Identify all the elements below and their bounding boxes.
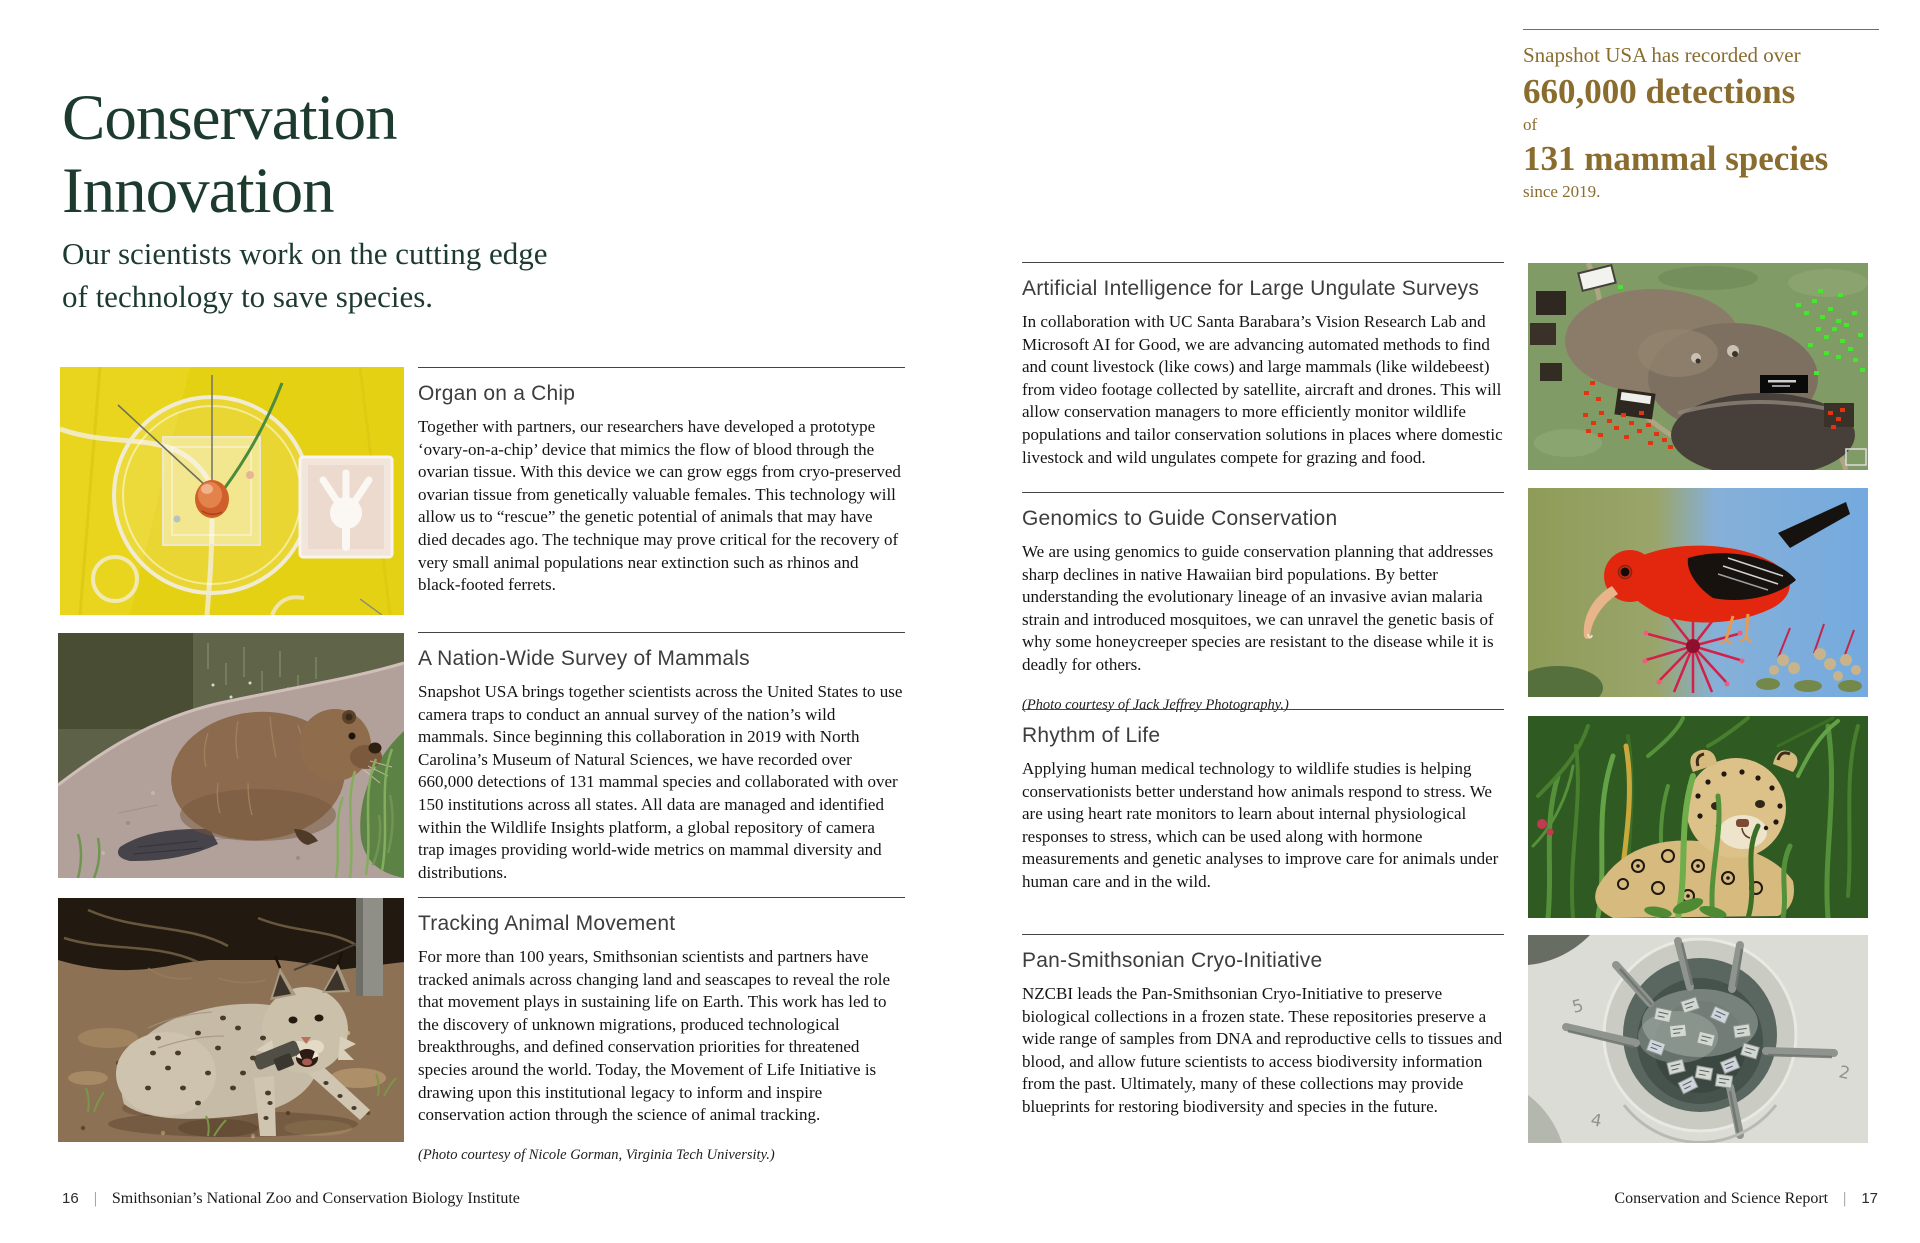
page-subtitle-line2: of technology to save species.: [62, 279, 434, 314]
cryo-rim-number-2: 2: [1836, 1062, 1852, 1085]
section-body: NZCBI leads the Pan-Smithsonian Cryo-Initiative to preserve biological collections in a frozen state. These repositories preserve a wide range of samples from DNA and reproductive cells to tissues and blood, and allow future scientists to access biodiversity information from the past. Ultimately, many of these collections may provide blueprints for restoring biodiversity and species in the future.: [1022, 984, 1503, 1116]
page-title-line1: Conservation: [62, 81, 397, 154]
section-body: Snapshot USA brings together scientists across the United States to use camera traps to conduct an annual survey of the nation’s wild mammals. Since beginning this collaboration in 2019 with North Carolina’s Museum of Natural Sciences, we have recorded over 660,000 detections of 131 mammal species and collaborated with over 150 institutions across all states. All data are managed and identified within the Wildlife Insights platform, a global repository of camera trap images providing world-wide metrics on mammal diversity and distributions.: [418, 682, 903, 882]
stat-species: 131 mammal species: [1523, 139, 1829, 178]
section-body: For more than 100 years, Smithsonian scientists and partners have tracked animals across changing land and seascapes to reveal the role that movement plays in sustaining life on Earth. This work has led to the discovery of unknown migrations, produced technological breakthroughs, and defined conservation priorities for threatened species around the world. Today, the Movement of Life Initiative is drawing upon this institutional legacy to inform and inspire conservation action through the science of animal tracking.: [418, 947, 891, 1125]
stat-callout: [1523, 29, 1879, 202]
aerial-ai-survey-photo: [1528, 263, 1868, 470]
stat-suffix: since 2019.: [1523, 182, 1601, 201]
footer-text: Conservation and Science Report: [1614, 1190, 1829, 1207]
stat-intro: Snapshot USA has recorded over: [1523, 43, 1801, 67]
section-rhythm-of-life: [1022, 709, 1504, 894]
honeycreeper-photo: [1528, 488, 1868, 697]
page-number: 16: [62, 1190, 79, 1207]
bobcat-photo: [58, 898, 404, 1142]
section-heading: Rhythm of Life: [1022, 724, 1161, 747]
photo-credit: (Photo courtesy of Jack Jeffrey Photography.): [1022, 696, 1289, 713]
section-organ-on-a-chip: [418, 367, 905, 597]
section-rule: [418, 367, 905, 368]
footer-separator: |: [1843, 1190, 1847, 1207]
footer-right: [1614, 1190, 1878, 1208]
page-subtitle: [62, 232, 548, 318]
section-genomics: [1022, 492, 1504, 714]
section-body: We are using genomics to guide conservation planning that addresses sharp declines in native Hawaiian bird populations. By better understanding the evolutionary lineage of an invasive avian malaria strain and introduced mosquitoes, we can unravel the genetic basis of why some honeycreeper species are resistant to the disease while it is deadly for others.: [1022, 542, 1494, 674]
section-heading: Organ on a Chip: [418, 382, 576, 405]
section-rule: [418, 897, 905, 898]
cryo-tank-photo: [1528, 935, 1868, 1143]
page-title: [62, 82, 397, 228]
stat-connector: of: [1523, 115, 1538, 134]
beaver-camera-trap-photo: [58, 633, 404, 878]
section-ai-ungulate-surveys: [1022, 262, 1504, 469]
section-rule: [1022, 492, 1504, 493]
section-body: In collaboration with UC Santa Barabara’s Vision Research Lab and Microsoft AI for Good, we are advancing automated methods to find and count livestock (like cows) and large mammals (like wildebeest) from video footage collected by satellite, aircraft and drones. This will allow conservation managers to more efficiently monitor wildlife populations and tailor conservation solutions in places where domestic livestock and wild ungulates compete for grazing and food.: [1022, 312, 1503, 467]
section-heading: A Nation-Wide Survey of Mammals: [418, 647, 750, 670]
stat-detections: 660,000 detections: [1523, 72, 1796, 111]
footer-left: [62, 1190, 520, 1208]
section-cryo-initiative: [1022, 934, 1504, 1119]
section-heading: Pan-Smithsonian Cryo-Initiative: [1022, 949, 1323, 972]
footer-separator: |: [93, 1190, 97, 1207]
organ-on-a-chip-photo: [60, 367, 404, 615]
section-nation-wide-survey: [418, 632, 905, 884]
section-heading: Genomics to Guide Conservation: [1022, 507, 1338, 530]
section-tracking-animal-movement: [418, 897, 905, 1164]
section-heading: Artificial Intelligence for Large Ungulate Surveys: [1022, 277, 1480, 300]
section-rule: [1022, 262, 1504, 263]
section-rule: [1022, 934, 1504, 935]
section-rule: [418, 632, 905, 633]
jaguar-photo: [1528, 716, 1868, 918]
page-number: 17: [1861, 1190, 1878, 1207]
section-body: Together with partners, our researchers have developed a prototype ‘ovary-on-a-chip’ device that mimics the flow of blood through the ovarian tissue. With this device we can grow eggs from cryo-preserved ovarian tissue from genetically valuable females. This technology will allow us to “rescue” the genetic potential of animals that may have died decades ago. The technique may prove critical for the recovery of very small animal populations near extinction such as rhinos and black-footed ferrets.: [418, 417, 901, 595]
section-rule: [1022, 709, 1504, 710]
photo-credit: (Photo courtesy of Nicole Gorman, Virginia Tech University.): [418, 1146, 775, 1163]
cryo-rim-number-4: 4: [1589, 1110, 1604, 1132]
footer-text: Smithsonian’s National Zoo and Conservation Biology Institute: [111, 1190, 520, 1207]
section-body: Applying human medical technology to wildlife studies is helping conservationists better understand how animals respond to stress. We are using heart rate monitors to learn about internal physiological responses to stress, which can be used along with hormone measurements and genetic analyses to improve care for animals under human care and in the wild.: [1022, 759, 1499, 891]
cryo-rim-number-5: 5: [1570, 995, 1586, 1018]
page-title-line2: Innovation: [62, 154, 334, 227]
page-subtitle-line1: Our scientists work on the cutting edge: [62, 236, 548, 271]
section-heading: Tracking Animal Movement: [418, 912, 676, 935]
stat-rule: [1523, 29, 1879, 30]
